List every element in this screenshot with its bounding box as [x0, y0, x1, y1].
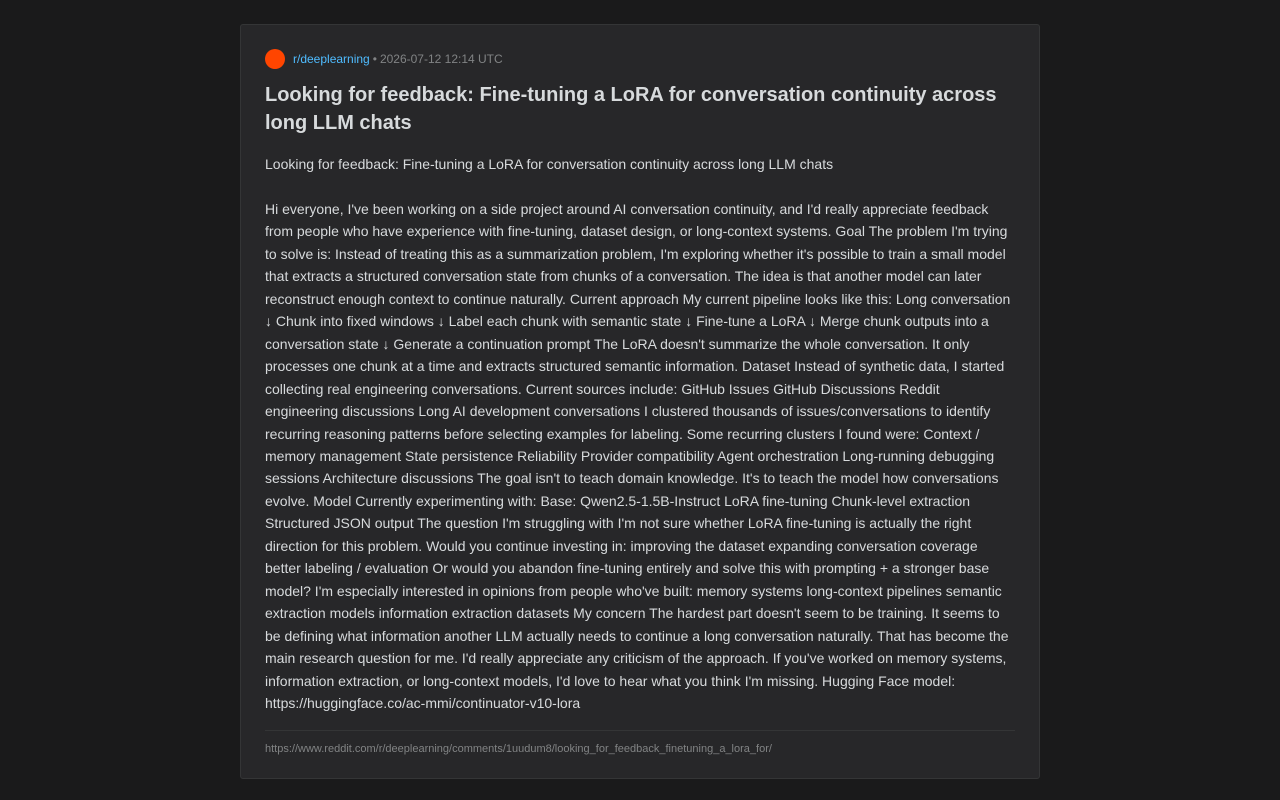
post-card: [240, 24, 1040, 779]
post-body: Hi everyone, I've been working on a side project around AI conversation continuity, and I'd really appreciate feedback from people who have experience with fine-tuning, dataset design, or long-context systems. Goal The problem I'm trying to solve is: Instead of treating this as a summarization problem, I'm exploring whether it's possible to train a small model that extracts a structured conversation state from chunks of a conversation. The idea is that another model can later reconstruct enough context to continue naturally. Current approach My current pipeline looks like this: Long conversation ↓ Chunk into fixed windows ↓ Label each chunk with semantic state ↓ Fine-tune a LoRA ↓ Merge chunk outputs into a conversation state ↓ Generate a continuation prompt The LoRA doesn't summarize the whole conversation. It only processes one chunk at a time and extracts structured semantic information. Dataset Instead of synthetic data, I started collecting real engineering conversations. Current sources include: GitHub Issues GitHub Discussions Reddit engineering discussions Long AI development conversations I clustered thousands of issues/conversations to identify recurring reasoning patterns before selecting examples for labeling. Some recurring clusters I found were: Context / memory management State persistence Reliability Provider compatibility Agent orchestration Long-running debugging sessions Architecture discussions The goal isn't to teach domain knowledge. It's to teach the model how conversations evolve. Model Currently experimenting with: Base: Qwen2.5-1.5B-Instruct LoRA fine-tuning Chunk-level extraction Structured JSON output The question I'm struggling with I'm not sure whether LoRA fine-tuning is actually the right direction for this problem. Would you continue investing in: improving the dataset expanding conversation coverage better labeling / evaluation Or would you abandon fine-tuning entirely and solve this with prompting + a stronger base model? I'm especially interested in opinions from people who've built: memory systems long-context pipelines semantic extraction models information extraction datasets My concern The hardest part doesn't seem to be training. It seems to be defining what information another LLM actually needs to continue a long conversation naturally. That has become the main research question for me. I'd really appreciate any criticism of the approach. If you've worked on memory systems, information extraction, or long-context models, I'd love to hear what you think I'm missing. Hugging Face model: https://huggingface.co/ac-mmi/continuator-v10-lora: [265, 201, 1011, 711]
post-meta: [265, 49, 1015, 69]
meta-separator: •: [372, 52, 377, 66]
post-url[interactable]: https://www.reddit.com/r/deeplearning/comments/1uudum8/looking_for_feedback_finetuning_a_lora_for/: [265, 743, 772, 756]
post-title[interactable]: Looking for feedback: Fine-tuning a LoRA for conversation continuity across long LLM chats: [265, 84, 997, 134]
divider: [265, 730, 1015, 731]
post-lead: Looking for feedback: Fine-tuning a LoRA for conversation continuity across long LLM chats: [265, 156, 834, 172]
subreddit-link[interactable]: r/deeplearning: [293, 52, 370, 66]
post-timestamp: 2026-07-12 12:14 UTC: [379, 52, 503, 66]
subreddit-avatar[interactable]: [265, 49, 285, 69]
